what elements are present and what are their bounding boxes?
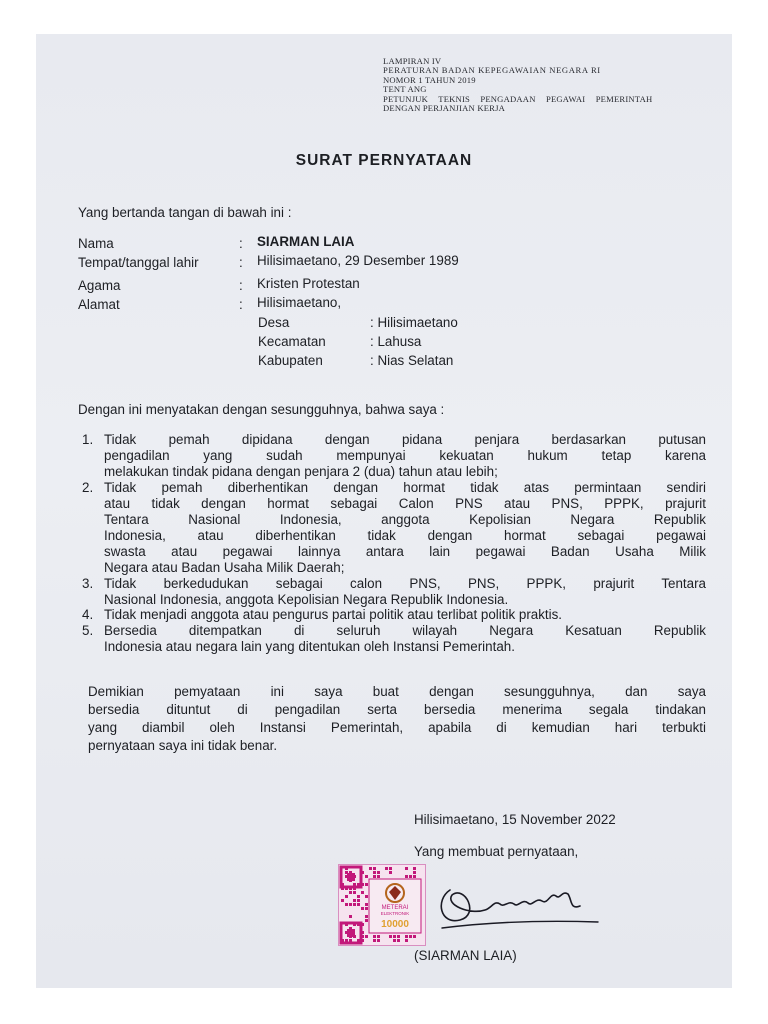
qr-module <box>361 891 364 894</box>
qr-module <box>349 891 352 894</box>
value-alamat: Hilisimaetano, <box>257 295 342 310</box>
item-number: 5. <box>82 623 94 638</box>
qr-module <box>393 939 396 942</box>
qr-module <box>377 939 380 942</box>
qr-module <box>349 903 352 906</box>
qr-module <box>365 935 368 938</box>
item-number: 3. <box>82 576 94 591</box>
qr-module <box>393 935 396 938</box>
item-line: Tidak menjadi anggota atau pengurus partai politik atau terlibat politik praktis. <box>104 607 563 622</box>
label-kabupaten: Kabupaten <box>258 353 323 368</box>
qr-module <box>413 871 416 874</box>
qr-module <box>341 899 344 902</box>
qr-module <box>405 939 408 942</box>
item-line: Tidak berkedudukan sebagai calon PNS, PNS, PPPK, prajurit Tentara <box>104 576 706 591</box>
item-line: atau tidak dengan hormat sebagai Calon PNS atau PNS, PPPK, prajurit <box>104 496 706 511</box>
label-desa: Desa <box>258 315 290 330</box>
label-agama: Agama <box>78 278 121 293</box>
document-page <box>36 34 732 988</box>
lampiran-line: DENGAN PERJANJIAN KERJA <box>383 103 506 114</box>
qr-module <box>373 867 376 870</box>
qr-module <box>389 935 392 938</box>
qr-module <box>353 903 356 906</box>
item-line: pengadilan yang sudah mempunyai kekuatan hukum tetap karena <box>104 448 706 463</box>
qr-module <box>365 883 368 886</box>
item-number: 1. <box>82 432 94 447</box>
item-number: 2. <box>82 480 94 495</box>
qr-module <box>357 899 360 902</box>
lampiran-header <box>383 57 713 113</box>
qr-module <box>409 935 412 938</box>
item-line: Indonesia atau negara lain yang ditentukan oleh Instansi Pemerintah. <box>104 639 515 654</box>
qr-module <box>365 895 368 898</box>
lampiran-line: TENT ANG <box>383 84 427 95</box>
qr-module <box>345 895 348 898</box>
stamp-amount: 10000 <box>381 919 409 930</box>
qr-module <box>365 907 368 910</box>
lampiran-line: NOMOR 1 TAHUN 2019 <box>383 74 476 85</box>
closing-line: pernyataan saya ini tidak benar. <box>88 738 278 753</box>
closing-line: bersedia dituntut di pengadilan serta bersedia menerima segala tindakan <box>88 702 706 717</box>
qr-module <box>357 903 360 906</box>
qr-module <box>373 935 376 938</box>
item-line: Nasional Indonesia, anggota Kepolisian Negara Republik Indonesia. <box>104 592 509 607</box>
colon: : <box>239 278 243 293</box>
qr-module <box>365 903 368 906</box>
closing-line: yang diambil oleh Instansi Pemerintah, apabila di kemudian hari terbukti <box>88 720 706 735</box>
item-line: Indonesia, atau diberhentikan tidak dengan hormat sebagai pegawai <box>104 528 706 543</box>
qr-module <box>353 899 356 902</box>
qr-module <box>365 915 368 918</box>
qr-module <box>373 939 376 942</box>
qr-module <box>365 875 368 878</box>
item-number: 4. <box>82 607 94 622</box>
stamp-label-mid: ELEKTRONIK <box>380 911 410 916</box>
item-line: Tentara Nasional Indonesia, anggota Kepolisian Negara Republik <box>104 512 706 527</box>
value-nama: SIARMAN LAIA <box>257 234 355 249</box>
qr-module <box>405 875 408 878</box>
qr-module <box>397 935 400 938</box>
closing-line: Demikian pemyataan ini saya buat dengan sesungguhnya, dan saya <box>88 684 706 699</box>
qr-module <box>377 871 380 874</box>
qr-module <box>413 935 416 938</box>
item-line: Tidak pemah dipidana dengan pidana penjara berdasarkan putusan <box>104 432 706 447</box>
qr-module <box>361 907 364 910</box>
qr-module <box>413 875 416 878</box>
signer-label: Yang membuat pernyataan, <box>414 844 579 859</box>
stamp-label-top: METERAI <box>381 905 409 911</box>
item-line: Bersedia ditempatkan di seluruh wilayah Negara Kesatuan Republik <box>104 623 706 638</box>
value-kecamatan: : Lahusa <box>370 334 422 349</box>
e-meterai-icon <box>339 865 425 945</box>
qr-module <box>365 919 368 922</box>
value-agama: Kristen Protestan <box>257 276 360 291</box>
label-ttl: Tempat/tanggal lahir <box>78 255 199 270</box>
value-kabupaten: : Nias Selatan <box>370 353 454 368</box>
label-alamat: Alamat <box>78 297 120 312</box>
item-line: Negara atau Badan Usaha Milik Daerah; <box>104 560 345 575</box>
lampiran-line: LAMPIRAN IV <box>383 56 442 66</box>
qr-module <box>369 867 372 870</box>
signer-name: (SIARMAN LAIA) <box>414 948 517 963</box>
intro-text: Yang bertanda tangan di bawah ini : <box>78 205 292 220</box>
lampiran-line: PETUNJUK TEKNIS PENGADAAN PEGAWAI PEMERINTAH <box>383 93 653 104</box>
item-line: swasta atau pegawai lainnya antara lain pegawai Badan Usaha Milik <box>104 544 706 559</box>
label-kecamatan: Kecamatan <box>258 334 326 349</box>
qr-module <box>377 935 380 938</box>
item-line: Tidak pemah diberhentikan dengan hormat tidak atas permintaan sendiri <box>104 480 706 495</box>
qr-module <box>345 903 348 906</box>
qr-module <box>405 867 408 870</box>
qr-module <box>373 871 376 874</box>
colon: : <box>239 297 243 312</box>
qr-module <box>385 867 388 870</box>
colon: : <box>239 255 243 270</box>
qr-module <box>409 875 412 878</box>
qr-module <box>389 871 392 874</box>
handwritten-signature <box>430 870 600 940</box>
qr-module <box>405 935 408 938</box>
statement-intro: Dengan ini menyatakan dengan sesungguhnya, bahwa saya : <box>78 402 445 417</box>
qr-module <box>353 891 356 894</box>
qr-module <box>373 875 376 878</box>
value-desa: : Hilisimaetano <box>370 315 458 330</box>
qr-module <box>413 867 416 870</box>
qr-module <box>389 867 392 870</box>
document-title: SURAT PERNYATAAN <box>295 152 473 169</box>
colon: : <box>239 236 243 251</box>
value-ttl: Hilisimaetano, 29 Desember 1989 <box>257 253 459 268</box>
qr-module <box>357 895 360 898</box>
qr-module <box>377 875 380 878</box>
e-meterai-stamp <box>338 864 426 946</box>
lampiran-line: PERATURAN BADAN KEPEGAWAIAN NEGARA RI <box>383 65 601 76</box>
qr-module <box>397 939 400 942</box>
label-nama: Nama <box>78 236 114 251</box>
place-date: Hilisimaetano, 15 November 2022 <box>414 812 616 827</box>
qr-module <box>349 915 352 918</box>
item-line: melakukan tindak pidana dengan penjara 2 (dua) tahun atau lebih; <box>104 464 498 479</box>
